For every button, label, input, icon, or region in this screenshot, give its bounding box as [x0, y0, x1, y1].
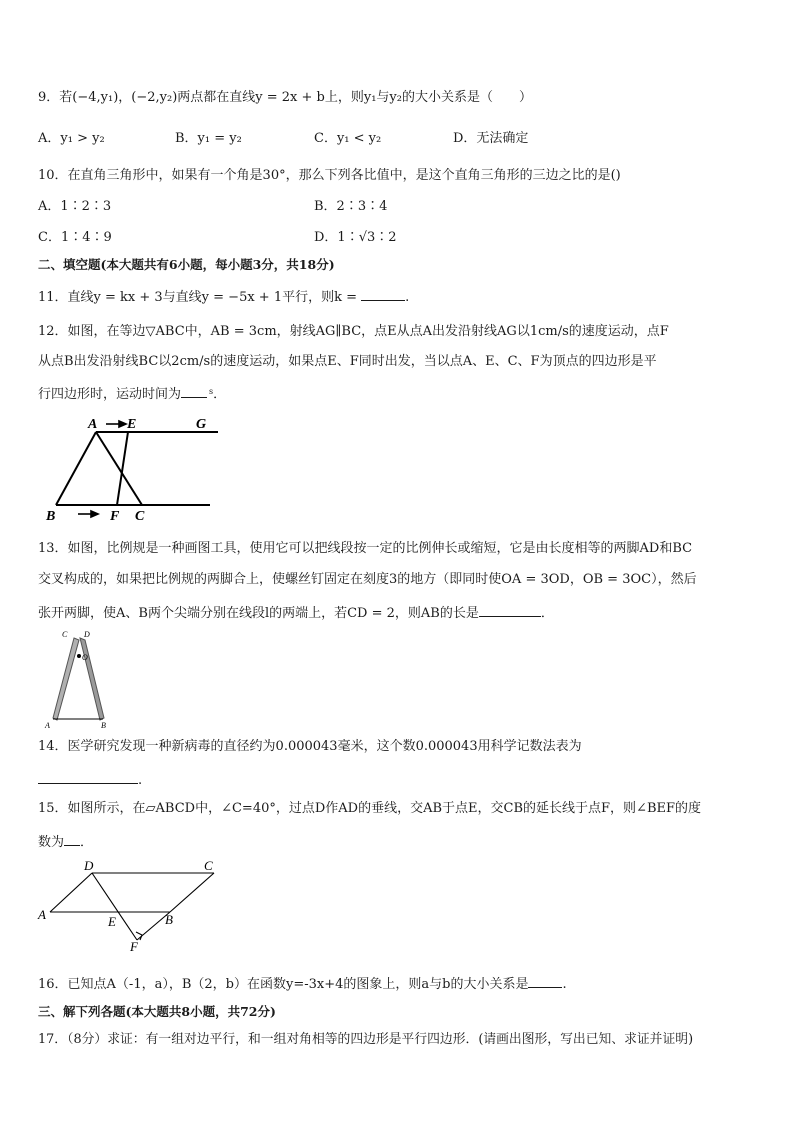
q10-option-c: C．1∶4∶9: [38, 230, 112, 245]
q16-end: .: [562, 977, 567, 992]
q11-text: 11．直线y = kx + 3与直线y = −5x + 1平行，则k =: [38, 290, 362, 305]
q15-line-2: [38, 831, 93, 852]
q10-option-b: B．2∶3∶4: [314, 199, 388, 214]
label-a: A: [88, 417, 98, 432]
section-2-heading: 二、填空题(本大题共有6小题，每小题3分，共18分): [38, 257, 335, 272]
section-3-heading: 三、解下列各题(本大题共8小题，共72分): [38, 1004, 276, 1019]
q15-figure: [36, 858, 221, 953]
q15-line-1: 15．如图所示，在▱ABCD中，∠C=40°，过点D作AD的垂线，交AB于点E，交CB的延长线于点F，则∠BEF的度: [38, 801, 702, 816]
q14-line-2: [38, 769, 142, 790]
label-d: D: [84, 858, 94, 873]
q14-answer-blank[interactable]: [38, 769, 138, 784]
question-10-stem: 10．在直角三角形中，如果有一个角是30°，那么下列各比值中，是这个直角三角形的三边之比的是(): [38, 168, 621, 183]
q12-end: ．: [213, 387, 227, 402]
q13-line-2: 交叉构成的，如果把比例规的两脚合上，使螺丝钉固定在刻度3的地方（即同时使OA = 3OD，OB = 3OC），然后: [38, 572, 697, 587]
q16-answer-blank[interactable]: [528, 973, 562, 988]
label-f: F: [130, 939, 138, 953]
q13-figure: [40, 628, 115, 730]
q12-text: 行四边形时，运动时间为: [38, 387, 182, 402]
q10-option-d: D．1∶√3∶2: [314, 230, 397, 245]
q9-option-c: C．y₁ < y₂: [314, 131, 382, 146]
q15-end: ．: [80, 835, 94, 850]
label-f: F: [110, 509, 120, 524]
question-11: [38, 286, 409, 307]
label-b: B: [46, 509, 56, 524]
label-c: C: [204, 858, 213, 873]
label-c: C: [62, 630, 68, 639]
label-b: B: [165, 912, 173, 927]
q13-text: 张开两脚，使A、B两个尖端分别在线段l的两端上，若CD = 2，则AB的长是: [38, 606, 479, 621]
q12-figure: [38, 410, 228, 525]
q16-text: 16．已知点A（-1，a），B（2，b）在函数y=-3x+4的图象上，则a与b的大小关系是: [38, 977, 529, 992]
q12-line-2: 从点B出发沿射线BC以2cm/s的速度运动，如果点E、F同时出发，当以点A、E、C、F为顶点的四边形是平: [38, 354, 657, 369]
segment-df: [92, 873, 137, 940]
question-9-stem: 9．若(−4,y₁)，(−2,y₂)两点都在直线y = 2x + b上，则y₁与y₂的大小关系是（ ）: [38, 90, 532, 105]
q15-text: 数为: [38, 835, 65, 850]
label-a: A: [38, 907, 46, 922]
side-cb: [170, 873, 214, 912]
q10-option-a: A．1∶2∶3: [38, 199, 112, 214]
label-e: E: [127, 417, 137, 432]
q12-unit: s: [209, 387, 214, 396]
q9-option-a: A．y₁ > y₂: [38, 131, 105, 146]
q12-answer-blank[interactable]: [181, 383, 207, 398]
q13-line-1: 13．如图，比例规是一种画图工具，使用它可以把线段按一定的比例伸长或缩短，它是由长度相等的两脚AD和BC: [38, 541, 693, 556]
q13-line-3: [38, 602, 554, 623]
q12-line-3: [38, 383, 226, 404]
q14-end: .: [138, 773, 143, 788]
q9-option-b: B．y₁ = y₂: [175, 131, 242, 146]
q14-line-1: 14．医学研究发现一种新病毒的直径约为0.000043毫米，这个数0.000043用科学记数法表为: [38, 739, 582, 754]
q11-answer-blank[interactable]: [361, 286, 405, 301]
side-ab: [56, 432, 96, 505]
question-16: [38, 973, 567, 994]
question-17: 17．（8分）求证：有一组对边平行，和一组对角相等的四边形是平行四边形．(请画出图形，写出已知、求证并证明): [38, 1032, 694, 1047]
q9-option-d: D．无法确定: [453, 131, 529, 146]
label-o: O: [82, 653, 88, 662]
label-g: G: [196, 417, 207, 432]
q13-answer-blank[interactable]: [479, 602, 541, 617]
q12-line-1: 12．如图，在等边▽ABC中，AB = 3cm，射线AG∥BC，点E从点A出发沿射线AG以1cm/s的速度运动，点F: [38, 324, 669, 339]
q11-end: .: [405, 290, 410, 305]
label-b: B: [101, 721, 106, 730]
label-a: A: [45, 721, 50, 730]
label-e: E: [108, 914, 116, 929]
q15-answer-blank[interactable]: [64, 831, 80, 846]
label-c: C: [135, 509, 145, 524]
q13-end: ．: [540, 606, 554, 621]
label-d: D: [84, 630, 90, 639]
side-ad: [50, 873, 92, 912]
